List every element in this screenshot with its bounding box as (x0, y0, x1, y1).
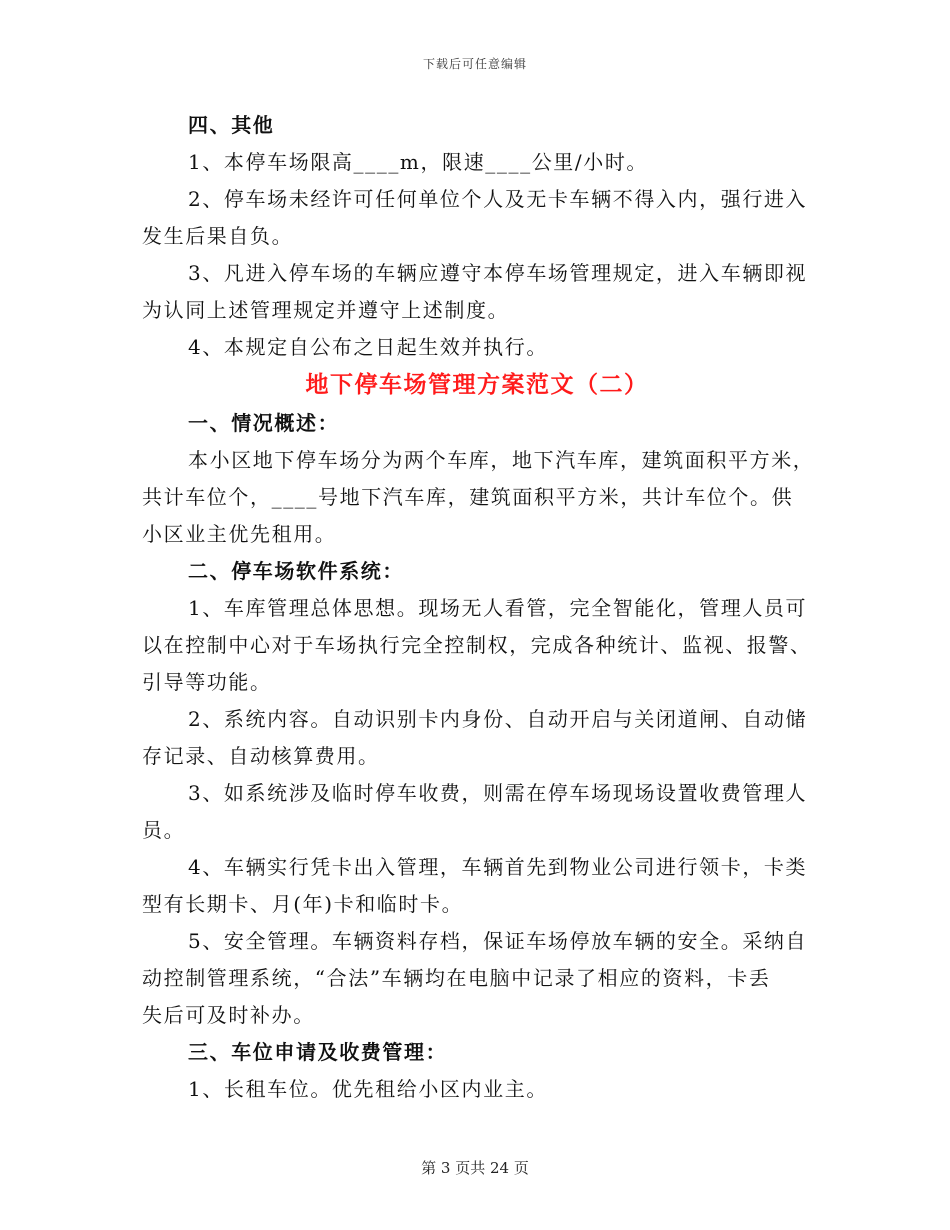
text-line: 为认同上述管理规定并遵守上述制度。 (142, 298, 510, 322)
text-line: 失后可及时补办。 (142, 1003, 315, 1027)
text-line: 1、车库管理总体思想。现场无人看管，完全智能化，管理人员可 (188, 596, 808, 620)
section-heading: 三、车位申请及收费管理： (188, 1040, 448, 1064)
section-heading: 一、情况概述： (188, 411, 340, 435)
text-line: 3、如系统涉及临时停车收费，则需在停车场现场设置收费管理人 (188, 781, 808, 805)
text-line: 4、车辆实行凭卡出入管理，车辆首先到物业公司进行领卡，卡类 (188, 855, 808, 879)
text-line: 以在控制中心对于车场执行完全控制权，完成各种统计、监视、报警、 (142, 633, 812, 657)
text-line: 本小区地下停车场分为两个车库，地下汽车库，建筑面积平方米， (188, 448, 815, 472)
text-line: 小区业主优先租用。 (142, 522, 337, 546)
text-line: 动控制管理系统，“合法”车辆均在电脑中记录了相应的资料，卡丢 (142, 966, 771, 990)
text-line: 2、系统内容。自动识别卡内身份、自动开启与关闭道闸、自动储 (188, 707, 808, 731)
text-line: 3、凡进入停车场的车辆应遵守本停车场管理规定，进入车辆即视 (188, 261, 808, 285)
text-line: 2、停车场未经许可任何单位个人及无卡车辆不得入内，强行进入 (188, 187, 808, 211)
text-line: 引导等功能。 (142, 670, 272, 694)
section-heading: 二、停车场软件系统： (188, 559, 404, 583)
text-line: 存记录、自动核算费用。 (142, 744, 380, 768)
document-body (142, 107, 815, 1108)
text-line: 5、安全管理。车辆资料存档，保证车场停放车辆的安全。采纳自 (188, 929, 808, 953)
text-line: 员。 (142, 818, 186, 842)
text-line: 发生后果自负。 (142, 224, 294, 248)
text-line: 1、长租车位。优先租给小区内业主。 (188, 1077, 548, 1101)
text-line: 1、本停车场限高____m，限速____公里/小时。 (188, 150, 649, 174)
text-line: 共计车位个，____号地下汽车库，建筑面积平方米，共计车位个。供 (142, 485, 794, 509)
page-header: 下载后可任意编辑 (422, 57, 527, 71)
section-heading: 四、其他 (188, 113, 275, 137)
section-title: 地下停车场管理方案范文（二） (305, 371, 649, 398)
page-footer: 第 3 页共 24 页 (421, 1159, 529, 1177)
text-line: 型有长期卡、月(年)卡和临时卡。 (142, 892, 464, 916)
text-line: 4、本规定自公布之日起生效并执行。 (188, 335, 548, 359)
